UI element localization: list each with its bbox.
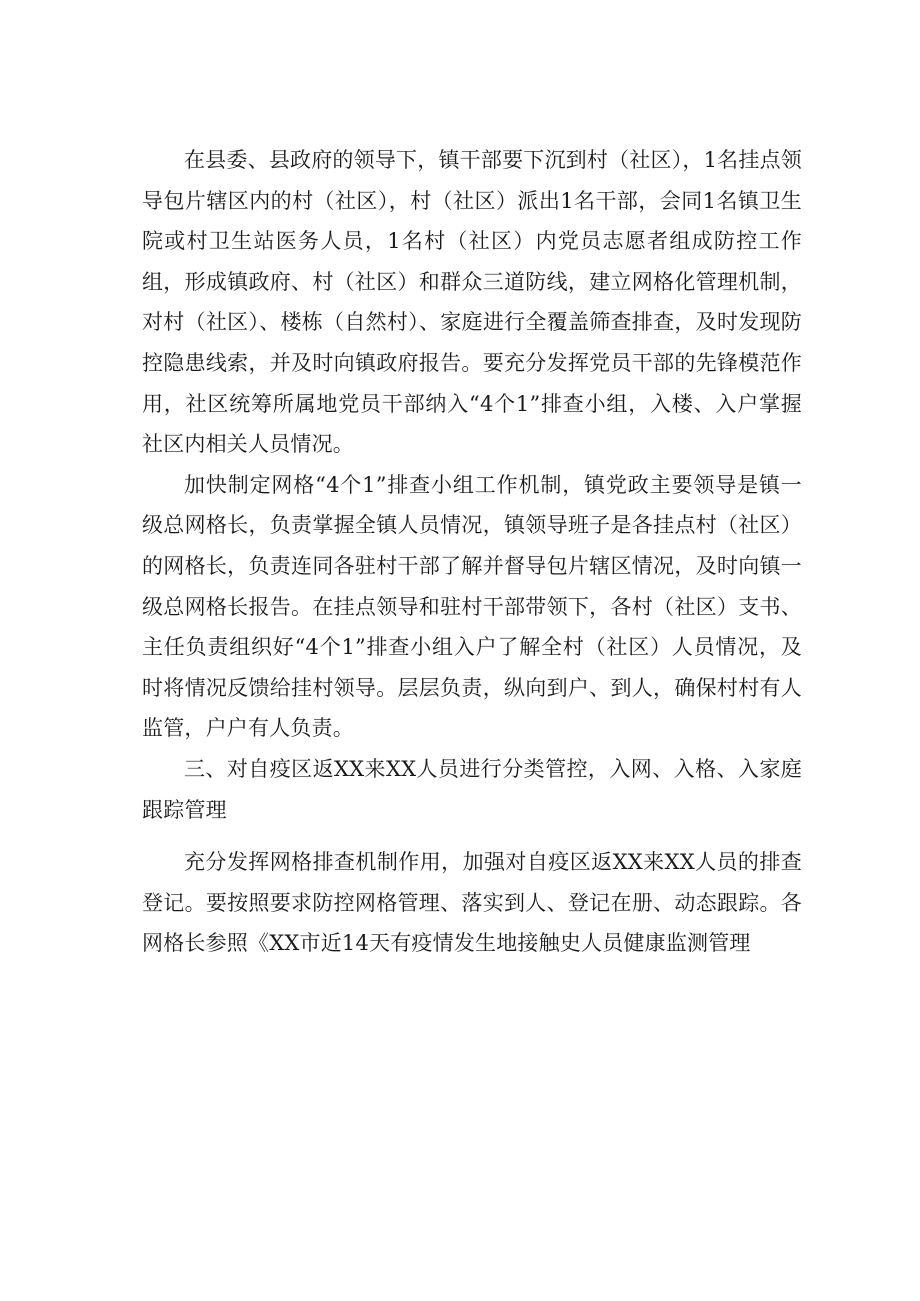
paragraph-3: 充分发挥网格排查机制作用，加强对自疫区返XX来XX人员的排查登记。要按照要求防控网格管理、落实到人、登记在册、动态跟踪。各网格长参照《XX市近14天有疫情发生地接触史人员健康监测管理 — [142, 850, 802, 956]
section-heading-3: 三、对自疫区返XX来XX人员进行分类管控，入网、入格、入家庭跟踪管理 — [142, 756, 802, 822]
document-body — [142, 140, 802, 964]
paragraph-2: 加快制定网格“4个1”排查小组工作机制，镇党政主要领导是镇一级总网格长，负责掌握全镇人员情况，镇领导班子是各挂点村（社区）的网格长，负责连同各驻村干部了解并督导包片辖区情况，及时向镇一级总网格长报告。在挂点领导和驻村干部带领下，各村（社区）支书、主任负责组织好“4个1”排查小组入户了解全村（社区）人员情况，及时将情况反馈给挂村领导。层层负责，纵向到户、到人，确保村村有人监管，户户有人负责。 — [142, 472, 802, 741]
paragraph-1: 在县委、县政府的领导下，镇干部要下沉到村（社区），1名挂点领导包片辖区内的村（社区），村（社区）派出1名干部，会同1名镇卫生院或村卫生站医务人员，1名村（社区）内党员志愿者组成防控工作组，形成镇政府、村（社区）和群众三道防线，建立网格化管理机制，对村（社区）、楼栋（自然村）、家庭进行全覆盖筛查排查，及时发现防控隐患线索，并及时向镇政府报告。要充分发挥党员干部的先锋模范作用，社区统筹所属地党员干部纳入“4个1”排查小组，入楼、入户掌握社区内相关人员情况。 — [142, 148, 802, 457]
